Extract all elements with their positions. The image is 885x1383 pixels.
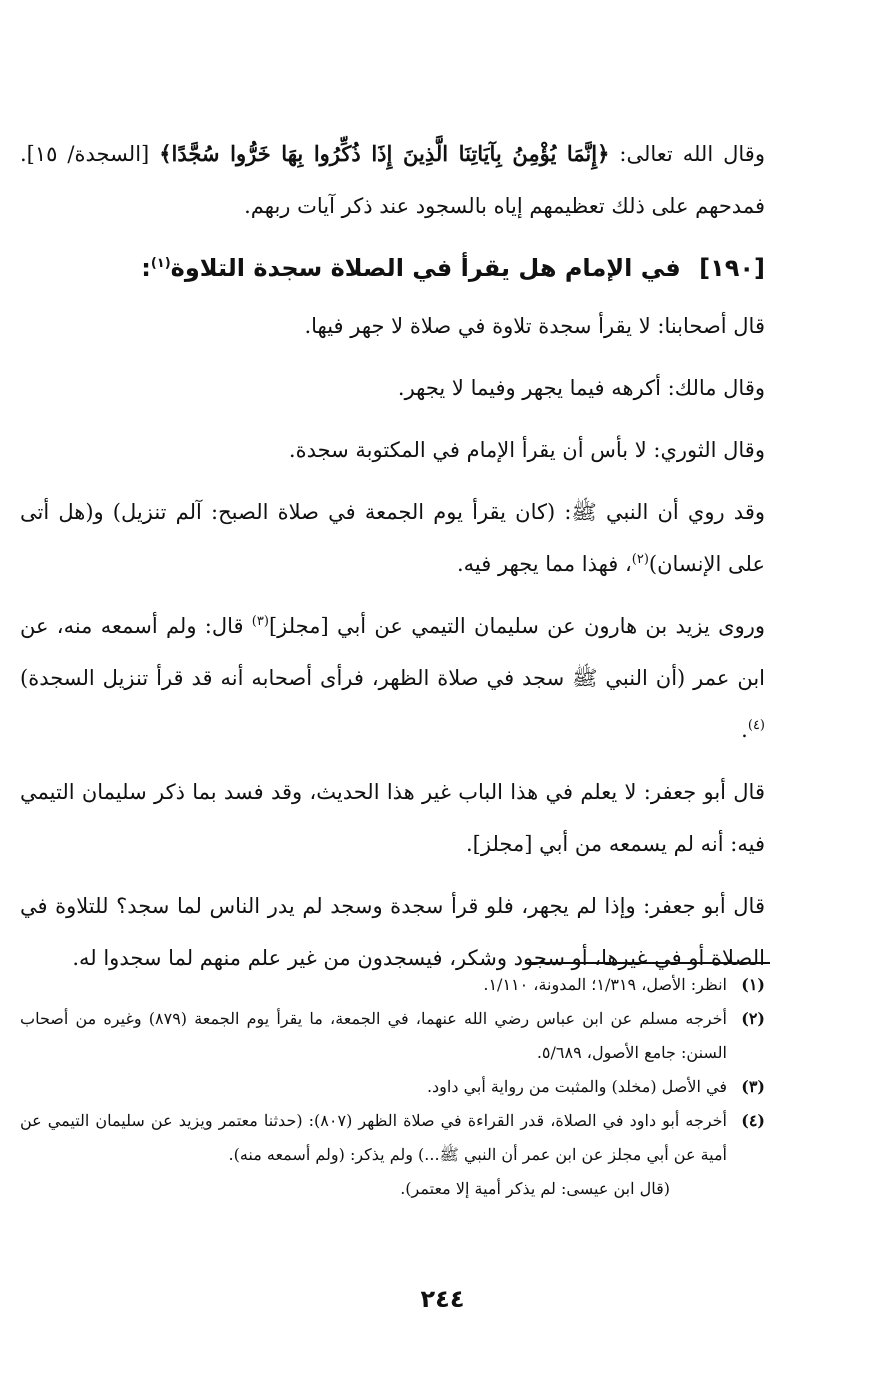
footnote-marker: (٣) — [741, 1077, 765, 1096]
paragraph-text: ، فهذا مما يجهر فيه. — [456, 552, 632, 576]
footnote-marker: (١) — [741, 975, 765, 994]
footnote-text: انظر: الأصل، ١/٣١٩؛ المدونة، ١/١١٠. — [483, 975, 727, 994]
paragraph-text: . — [741, 718, 748, 742]
footnote-ref-3: (٣) — [251, 614, 269, 629]
footnote-ref-1: (١) — [150, 256, 171, 271]
section-title: في الإمام هل يقرأ في الصلاة سجدة التلاوة — [170, 254, 681, 282]
section-heading — [20, 242, 765, 294]
paragraph-yazid — [20, 600, 765, 756]
paragraph-companions: قال أصحابنا: لا يقرأ سجدة تلاوة في صلاة لا جهر فيها. — [304, 314, 765, 338]
quran-verse: ﴿إِنَّمَا يُؤْمِنُ بِآيَاتِنَا الَّذِينَ إِذَا ذُكِّرُوا بِهَا خَرُّوا سُجَّدًا﴾ — [159, 141, 610, 166]
footnote-ref-4: (٤) — [747, 718, 765, 733]
main-text — [20, 128, 765, 994]
paragraph-prophet-friday — [20, 486, 765, 590]
paragraph-quran-citation — [20, 128, 765, 232]
footnote-item — [20, 1104, 765, 1172]
section-number: [١٩٠] — [699, 254, 765, 282]
paragraph-thawri: وقال الثوري: لا بأس أن يقرأ الإمام في المكتوبة سجدة. — [288, 438, 765, 462]
paragraph-text: وروى يزيد بن هارون عن سليمان التيمي عن أبي [مجلز] — [268, 614, 765, 638]
footnote-text: أخرجه أبو داود في الصلاة، قدر القراءة في صلاة الظهر (٨٠٧): (حدثنا معتمر ويزيد عن سليمان التيمي عن أمية عن أبي مجلز عن ابن عمر أن النبي ﷺ...) ولم يذكر: (ولم أسمعه منه). — [20, 1111, 727, 1164]
paragraph-abu-jafar-1: قال أبو جعفر: لا يعلم في هذا الباب غير هذا الحديث، وقد فسد بما ذكر سليمان التيمي فيه: أنه لم يسمعه من أبي [مجلز]. — [20, 780, 765, 856]
footnote-item — [20, 1002, 765, 1070]
footnote-divider — [525, 962, 770, 964]
footnotes — [20, 968, 765, 1206]
footnote-marker: (٤) — [741, 1111, 765, 1130]
heading-colon: : — [141, 254, 151, 282]
citation-tail: [السجدة/ ١٥]. فمدحهم على ذلك تعظيمهم إياه بالسجود عند ذكر آيات ربهم. — [20, 142, 765, 218]
paragraph-malik: وقال مالك: أكرهه فيما يجهر وفيما لا يجهر. — [397, 376, 765, 400]
paragraph-text: وقد روي أن النبي ﷺ: (كان يقرأ يوم الجمعة في صلاة الصبح: آلم تنزيل) و(هل أتى على الإنسان) — [20, 500, 765, 576]
footnote-item — [20, 968, 765, 1002]
footnote-text: أخرجه مسلم عن ابن عباس رضي الله عنهما، في الجمعة، ما يقرأ يوم الجمعة (٨٧٩) وغيره من أصحاب السنن: جامع الأصول، ٥/٦٨٩. — [20, 1009, 728, 1062]
footnote-continuation: (قال ابن عيسى: لم يذكر أمية إلا معتمر). — [400, 1179, 670, 1198]
footnote-text: في الأصل (مخلد) والمثبت من رواية أبي داود. — [426, 1077, 727, 1096]
paragraph-text: قال: ولم أسمعه منه، عن ابن عمر (أن النبي ﷺ سجد في صلاة الظهر، فرأى أصحابه أنه قد قرأ تنزيل السجدة) — [20, 614, 765, 690]
page-number: ٢٤٤ — [420, 1285, 465, 1313]
footnote-item — [20, 1070, 765, 1104]
footnote-ref-2: (٢) — [631, 552, 649, 567]
paragraph-abu-jafar-2: قال أبو جعفر: وإذا لم يجهر، فلو قرأ سجدة وسجد لم يدر الناس لما سجد؟ للتلاوة في الصلاة أو في غيرها، أو سجود وشكر، فيسجدون من غير علم منهم لما سجدوا له. — [20, 894, 765, 970]
footnote-marker: (٢) — [741, 1009, 765, 1028]
citation-lead: وقال الله تعالى: — [609, 142, 765, 166]
